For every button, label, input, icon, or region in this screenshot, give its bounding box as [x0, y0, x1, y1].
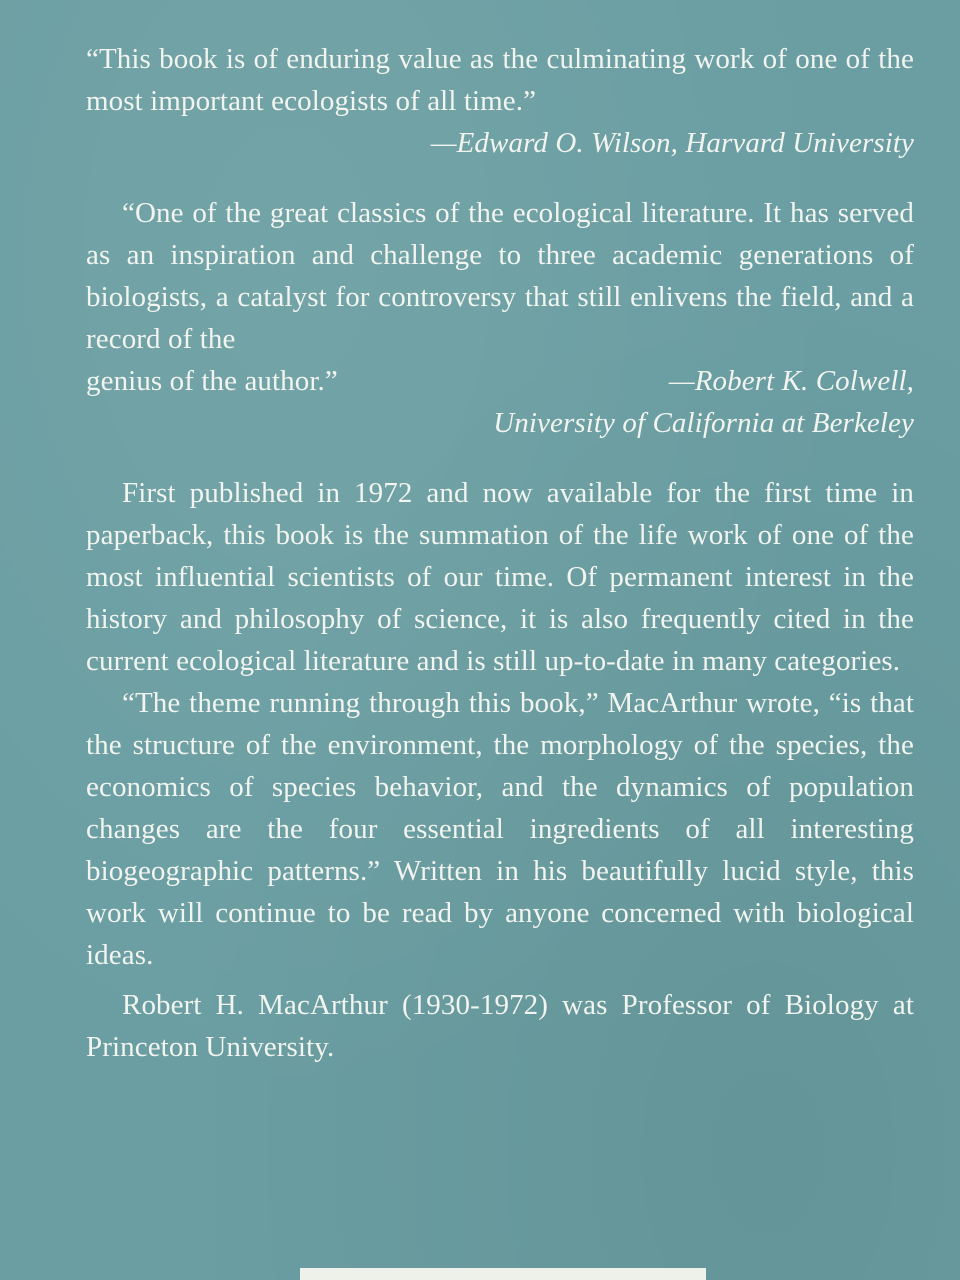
spacer [86, 164, 914, 192]
quote-colwell-text: “One of the great classics of the ecological literature. It has served as an inspiration and challenge to three academic generations of biologists, a catalyst for controversy that still enlivens the field, and a record of the [86, 197, 914, 355]
spacer [86, 976, 914, 984]
quote-colwell-ending: genius of the author.” [86, 365, 338, 397]
quote-colwell-last-line [86, 360, 914, 402]
description-paragraph-2: “The theme running through this book,” MacArthur wrote, “is that the structure of the environment, the morphology of the species, the economics of species behavior, and the dynamics of population changes are the four essential ingredients of all interesting biogeographic patterns.” Written in his beautifully lucid style, this work will continue to be read by anyone concerned with biological ideas. [86, 687, 914, 971]
label-strip [300, 1268, 706, 1280]
quote-colwell [86, 192, 914, 444]
quote-wilson-attribution: —Edward O. Wilson, Harvard University [430, 127, 914, 159]
author-bio: Robert H. MacArthur (1930-1972) was Professor of Biology at Princeton University. [86, 989, 914, 1063]
cover-text-block [86, 38, 914, 1068]
description-paragraph-1: First published in 1972 and now available for the first time in paperback, this book is the summation of the life work of one of the most influential scientists of our time. Of permanent interest in the history and philosophy of science, it is also frequently cited in the current ecological literature and is still up-to-date in many categories. [86, 477, 914, 677]
quote-colwell-attribution-affiliation: University of California at Berkeley [493, 407, 914, 439]
quote-colwell-attribution-name: —Robert K. Colwell, [668, 365, 914, 397]
quote-wilson: “This book is of enduring value as the culminating work of one of the most important ecologists of all time.” [86, 43, 914, 117]
spacer [86, 444, 914, 472]
